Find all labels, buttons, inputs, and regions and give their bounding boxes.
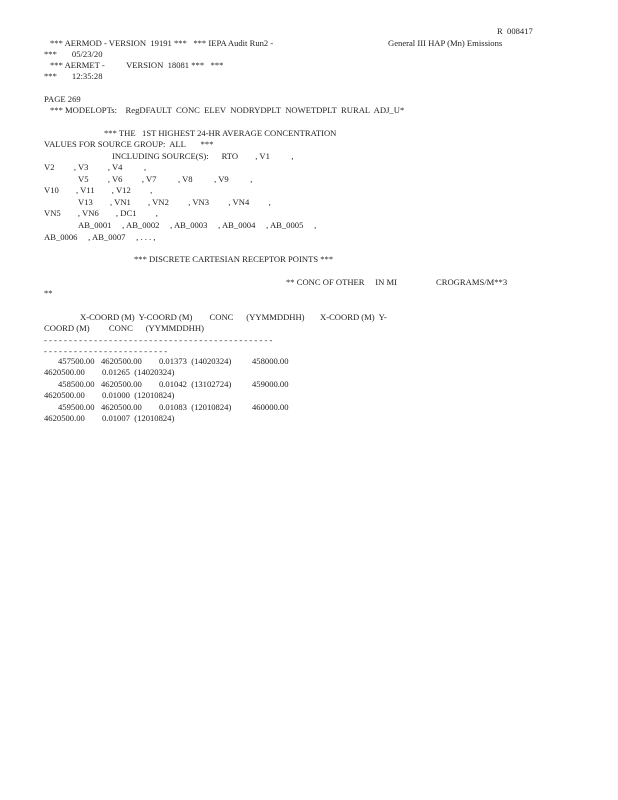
units-line: ** [44, 288, 53, 298]
table-row: 458000.00 [252, 356, 289, 366]
column-headers: COORD (M) CONC (YYMMDDHH) [44, 323, 204, 333]
source-list-line: INCLUDING SOURCE(S): RTO , V1 , [112, 151, 294, 161]
source-list-line: V2 , V3 , V4 , [44, 162, 147, 172]
table-row: 4620500.00 0.01265 (14020324) [44, 367, 175, 377]
table-row: 459000.00 [252, 379, 289, 389]
table-row: 457500.00 4620500.00 0.01373 (14020324) [58, 356, 232, 366]
column-headers: X-COORD (M) Y-COORD (M) CONC (YYMMDDHH) [80, 312, 305, 322]
table-row: 460000.00 [252, 402, 289, 412]
source-list-line: AB_0001 , AB_0002 , AB_0003 , AB_0004 , AB_0005 , [78, 220, 317, 230]
result-title: *** THE 1ST HIGHEST 24-HR AVERAGE CONCENTRATION [104, 128, 337, 138]
header-line-2: *** 05/23/20 [44, 49, 103, 59]
header-line-3: *** AERMET - VERSION 18081 *** *** [50, 60, 224, 70]
source-list-line: V5 , V6 , V7 , V8 , V9 , [78, 174, 253, 184]
source-list-line: V13 , VN1 , VN2 , VN3 , VN4 , [78, 197, 271, 207]
section-title: *** DISCRETE CARTESIAN RECEPTOR POINTS *** [134, 254, 334, 264]
page-id: R 008417 [497, 26, 533, 36]
source-list-line: V10 , V11 , V12 , [44, 185, 153, 195]
table-row: 458500.00 4620500.00 0.01042 (13102724) [58, 379, 232, 389]
separator-line: - - - - - - - - - - - - - - - - - - - - - - - - - [44, 346, 168, 356]
page-label: PAGE 269 [44, 94, 81, 104]
units-line: ** CONC OF OTHER IN MI [286, 277, 398, 287]
table-row: 459500.00 4620500.00 0.01083 (12010824) [58, 402, 232, 412]
source-list-line: AB_0006 , AB_0007 , . . . , [44, 232, 156, 242]
units-line: CROGRAMS/M**3 [436, 277, 508, 287]
column-headers: X-COORD (M) Y- [320, 312, 387, 322]
table-row: 4620500.00 0.01007 (12010824) [44, 413, 175, 423]
header-title: General III HAP (Mn) Emissions [388, 38, 503, 48]
model-options: *** MODELOPTs: RegDFAULT CONC ELEV NODRYDPLT NOWETDPLT RURAL ADJ_U* [50, 105, 405, 115]
separator-line: - - - - - - - - - - - - - - - - - - - - - - - - - - - - - - - - - - - - - - - - - - - - - - [44, 335, 273, 345]
header-line-4: *** 12:35:28 [44, 71, 103, 81]
source-list-line: VN5 , VN6 , DC1 , [44, 208, 158, 218]
header-line-1: *** AERMOD - VERSION 19191 *** *** IEPA Audit Run2 - [50, 38, 274, 48]
source-group: VALUES FOR SOURCE GROUP: ALL *** [44, 139, 214, 149]
table-row: 4620500.00 0.01000 (12010824) [44, 390, 175, 400]
